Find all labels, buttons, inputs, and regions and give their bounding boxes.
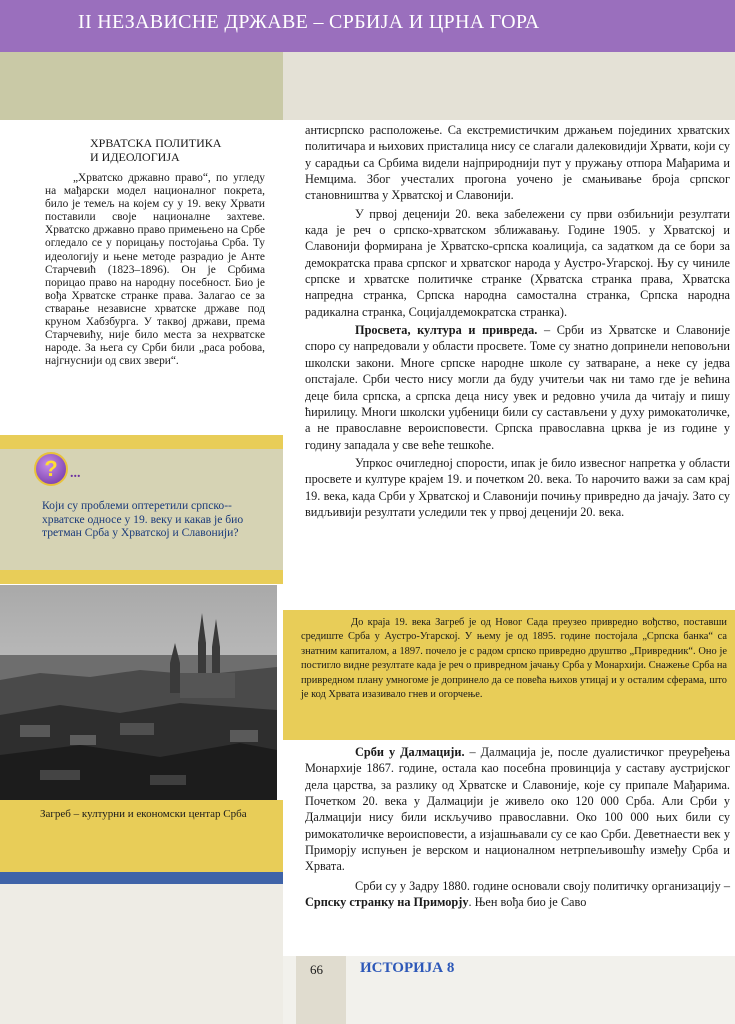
question-box-accent xyxy=(0,435,283,449)
sidebar-title xyxy=(90,136,221,164)
paragraph-5-text: – Далмација је, после дуалистичког преуређења Монархије 1867. године, остала као посебна провинција у саставу аустријског дела царства, за разлику од Хрватске и Славоније, које су припале Мађарима. Почетком 20. века у Далмацији је живело око 120 000 Срба. Али Срби у Далмацији нису били искључиво православни. Око 100 000 њих били су римокатоличке вероисповести, а изјашњавали су се као Срби. Деветнаести век у Приморју испуњен је верском и националном нетрпељивошћу између Срба и Хрвата. xyxy=(305,745,730,874)
bottom-band xyxy=(283,956,735,1024)
question-dots: ... xyxy=(70,466,81,481)
chapter-title: II НЕЗАВИСНЕ ДРЖАВЕ – СРБИЈА И ЦРНА ГОРА xyxy=(78,11,540,33)
sidebar-body xyxy=(45,172,265,368)
paragraph-3-heading: Просвета, култура и привреда. xyxy=(355,323,538,338)
paragraph-6-text-a: Срби су у Задру 1880. године основали своју политичку организацију – xyxy=(355,878,730,893)
photo-caption: Загреб – културни и економски центар Срба xyxy=(40,808,247,820)
zagreb-photo-illustration xyxy=(0,585,277,800)
book-title: ИСТОРИЈА 8 xyxy=(360,960,455,976)
zagreb-photo xyxy=(0,585,277,800)
main-text-upper xyxy=(305,122,730,520)
paragraph-5-heading: Срби у Далмацији. xyxy=(355,745,465,759)
question-mark-icon: ? xyxy=(34,452,68,486)
top-left-band xyxy=(0,52,283,120)
lower-left-background xyxy=(0,884,283,1024)
paragraph-4: Упркос очигледној спорости, ипак је било извесног напретка у области просвете и културе крајем 19. и почетком 20. века. То нарочито важи за сам крај 19. века, када Срби у Хрватској и Славонији почињу привредно да јачају. Зато су видљивији резултати уследили тек у првој деценији 20. века. xyxy=(305,455,730,519)
paragraph-5 xyxy=(305,744,730,875)
chapter-header xyxy=(0,0,735,52)
paragraph-6-bold: Српску странку на Приморју xyxy=(305,895,469,910)
paragraph-2: У првој деценији 20. века забележени су први озбиљнији резултати када је реч о српско-хрватском зближавању. Године 1905. у Хрватској и Славонији формирана је Хрватско-српска коалиција, са задатком да се бори за демократска права српског и хрватског народа у Аустро-Угарској. Њу су чиниле српске и хрватске политичке странке (Хрватска странка права, Хрватска напредна странка, Српска народна самостална странка, Српска народна радикална странка, Социјалдемократска странка). xyxy=(305,206,730,319)
page-number: 66 xyxy=(310,962,323,977)
paragraph-3-text: – Срби из Хрватске и Славоније споро су напредовали у области просвете. Томе су знатно допринели неповољни школски закони. Многе српске народне школе су затваране, а неке су једва опстајале. Срби често нису могли да буду учитељи чак ни тамо где је већина деце била српска, а српска деца нису увек и редовно учила да читају и пишу ћирилицу. Многи школски уџбеници били су састављени у духу римокатоличке, а не православне вероисповести. Српска православна црква је из године у годину западала у све веће тешкоће. xyxy=(305,323,730,452)
sidebar-title-line1: ХРВАТСКА ПОЛИТИКА xyxy=(90,136,222,150)
caption-stripe xyxy=(0,872,283,884)
review-question: Који су проблеми оптеретили српско--хрватске односе у 19. веку и какав је био третман Срба у Хрватској и Славонији? xyxy=(42,499,244,539)
main-text-lower xyxy=(305,744,730,910)
sidebar-title-line2: И ИДЕОЛОГИЈА xyxy=(90,150,180,164)
paragraph-3 xyxy=(305,322,730,453)
question-box-accent-bottom xyxy=(0,570,283,584)
paragraph-6-text-b: . Њен вођа био је Саво xyxy=(468,895,587,910)
paragraph-6 xyxy=(305,878,730,911)
paragraph-1: антисрпско расположење. Са екстремистичким држањем појединих хрватских политичара и њихових присталица нису се слагали далековидији Хрвати, који су у сарадњи са Србима видели најприроднији пут у пружању отпора Мађарима и Немцима. Због учесталих прогона уочено је смањивање броја српског становништва у Хрватској и Славонији. xyxy=(305,123,730,203)
sidebar-body-text: „Хрватско државно право“, по угледу на мађарски модел националног покрета, било је темељ на којем су у 19. веку Хрвати поставили своје националне захтеве. Хрватско државно право примењено на Србе огледало се у порицању постојања Срба. Ту идеологију и њене методе разрадио је Анте Старчевић (1823–1896). Он је Србима порицао право на народну посебност. Био је вођа Хрватске странке права. Залагао се за стварање независне хрватске државе под круном Хабзбурга. У таквој држави, према Старчевићу, није било места за нехрватске народе. За њега су Срби били „раса робова, најгнуснији од свих звери“. xyxy=(45,172,265,368)
info-box-text: До краја 19. века Загреб је од Новог Сада преузео привредно вођство, поставши средиште Срба у Аустро-Угарској. У њему је од 1895. године постојала „Српска банка“ са знатним капиталом, а 1897. почело је с радом српско привредно друштво „Привредник“. Оно је постигло видне резултате када је реч о привредном јачању Срба у Монархији. Снажење Срба на привредном плану умногоме је допринело да се повећа њихов утицај и у осталим сферама, што је код Хрвата изазивало гнев и огорчење. xyxy=(301,617,727,701)
info-box xyxy=(301,616,727,703)
